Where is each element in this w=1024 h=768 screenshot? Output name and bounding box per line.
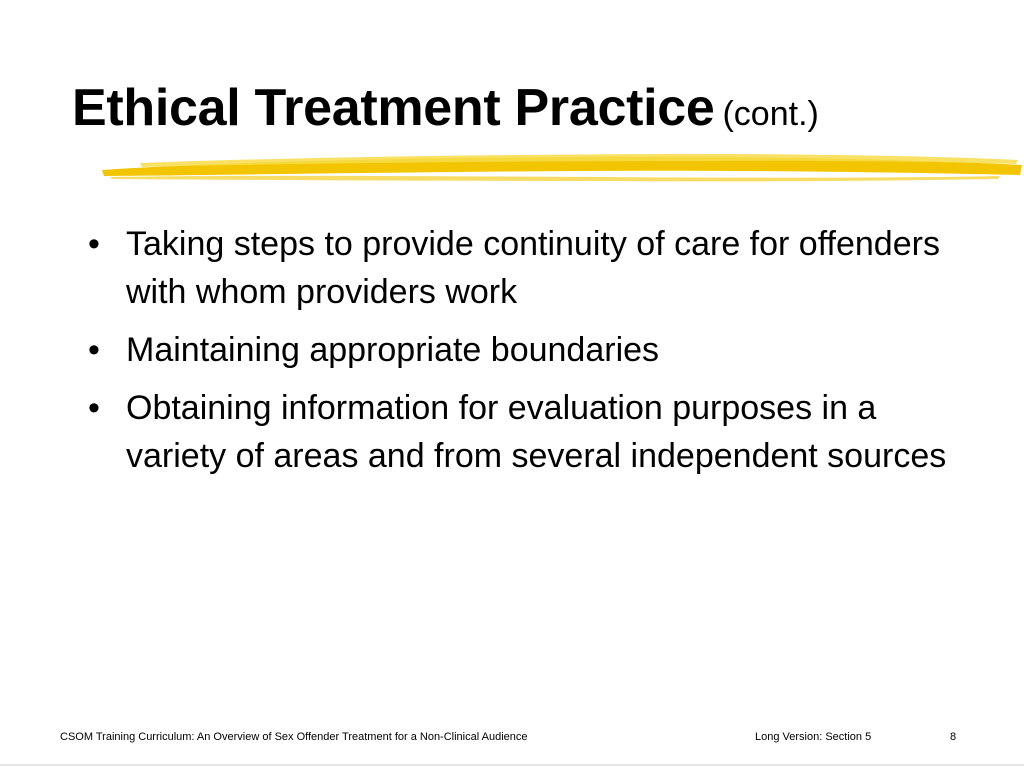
- title-suffix: (cont.): [722, 95, 819, 133]
- bullet-text: Taking steps to provide continuity of care for offenders with whom providers work: [126, 225, 940, 311]
- bullet-marker: •: [88, 225, 100, 263]
- bullet-text: Obtaining information for evaluation purposes in a variety of areas and from several independent sources: [126, 389, 947, 475]
- bullet-item: [88, 220, 968, 316]
- bullet-text: Maintaining appropriate boundaries: [126, 331, 660, 369]
- bullet-marker: •: [88, 331, 100, 369]
- footer-course-title: CSOM Training Curriculum: An Overview of Sex Offender Treatment for a Non-Clinical Audience: [60, 731, 528, 743]
- bullet-list: [88, 220, 968, 490]
- bullet-marker: •: [88, 389, 100, 427]
- title-underline-brush: [100, 148, 1024, 188]
- slide-title: [72, 79, 819, 137]
- bullet-item: [88, 384, 968, 480]
- title-text: Ethical Treatment Practice: [72, 79, 715, 137]
- bullet-item: [88, 326, 968, 374]
- footer-section: Long Version: Section 5: [755, 731, 872, 743]
- page-number: 8: [950, 731, 957, 743]
- bottom-divider: [0, 764, 1024, 766]
